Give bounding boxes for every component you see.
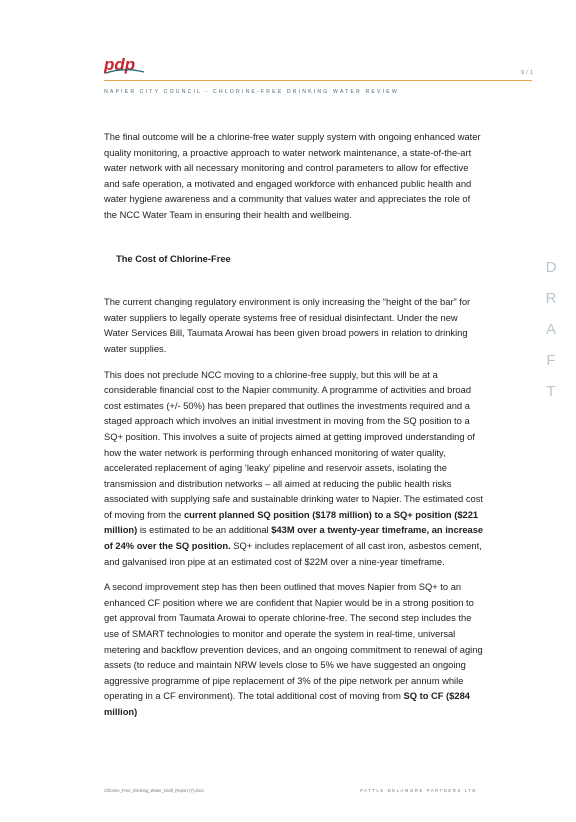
bold-run: $43M over a twenty-year timeframe, an increase of 24% over the SQ position. (104, 525, 484, 552)
watermark-letter: R (545, 290, 557, 307)
watermark-letter: D (545, 259, 557, 276)
document-body (104, 130, 484, 731)
watermark-letter: A (545, 321, 556, 338)
header-rule (104, 80, 532, 81)
logo-text: pdp (104, 55, 136, 74)
paragraph-cost-cf (104, 580, 484, 720)
text-run: is estimated to be an additional (137, 525, 272, 536)
watermark-letter: T (546, 383, 556, 400)
watermark-letter: F (546, 352, 556, 369)
draft-watermark (544, 252, 558, 407)
paragraph-cost-sq-plus (104, 368, 484, 571)
section-heading: The Cost of Chlorine-Free (116, 253, 231, 264)
text-run: SQ+ includes replacement of all cast iron, asbestos cement, and galvanised iron pipe at an estimated cost of $22M over a nine-year timeframe. (104, 541, 482, 567)
page-number: 9 / 1 (521, 70, 534, 76)
footer-company: PATTLE DELAMORE PARTNERS LTD (360, 788, 478, 793)
pdp-logo (104, 55, 148, 75)
pdp-logo-mark (104, 55, 148, 75)
running-header: NAPIER CITY COUNCIL - CHLORINE-FREE DRINKING WATER REVIEW (104, 89, 399, 95)
paragraph-outcome: The final outcome will be a chlorine-free water supply system with ongoing enhanced water quality monitoring, a proactive approach to water network maintenance, a state-of-the-art water network with all necessary monitoring and control parameters to allow for effective and safe operation, a motivated and engaged workforce with enhanced public health and water hygiene awareness and a community that values water and appreciates the role of the NCC Water Team in ensuring their health and wellbeing. (104, 132, 481, 220)
text-run: This does not preclude NCC moving to a chlorine-free supply, but this will be at a considerable financial cost to the Napier community. A programme of activities and broad cost estimates (+/- 50%) has been prepared that outlines the investments required and a staged approach which involves an initial investment in moving from the SQ position to a SQ+ position. This involves a suite of projects aimed at getting improved understanding of how the water network is performing through enhanced monitoring of water quality, accelerated replacement of aging ‘leaky’ pipeline and reservoir assets, isolating the transmission and distribution networks – all aimed at reducing the public health risks associated with supplying safe and sustainable drinking water to Napier. The estimated cost of moving from the (104, 369, 483, 520)
bold-run: SQ to CF ($284 million) (104, 691, 470, 717)
text-run: A second improvement step has then been outlined that moves Napier from SQ+ to an enhanced CF position where we are confident that Napier would be in a strong position to get approval from Taumata Arowai to operate chlorine-free. The second step includes the use of SMART technologies to monitor and operate the system in real-time, universal metering and backflow prevention devices, and an ongoing commitment to renewal of aging assets (to reduce and maintain NRW levels close to 5% we have suggested an ongoing aggressive programme of pipe replacement of 3% of the pipe network per annum while operating in a CF environment). The total additional cost of moving from (104, 582, 483, 702)
footer-filename: Chlorine_Free_Drinking_Water_Draft_Report (7).docx (104, 788, 205, 793)
bold-run: current planned SQ position ($178 million) to a SQ+ position ($221 million) (104, 509, 479, 536)
paragraph-regulatory: The current changing regulatory environment is only increasing the “height of the bar” for water suppliers to legally operate systems free of residual disinfectant. Under the new Water Services Bill, Taumata Arowai has been given broad powers in relation to drinking water supplies. (104, 297, 471, 354)
